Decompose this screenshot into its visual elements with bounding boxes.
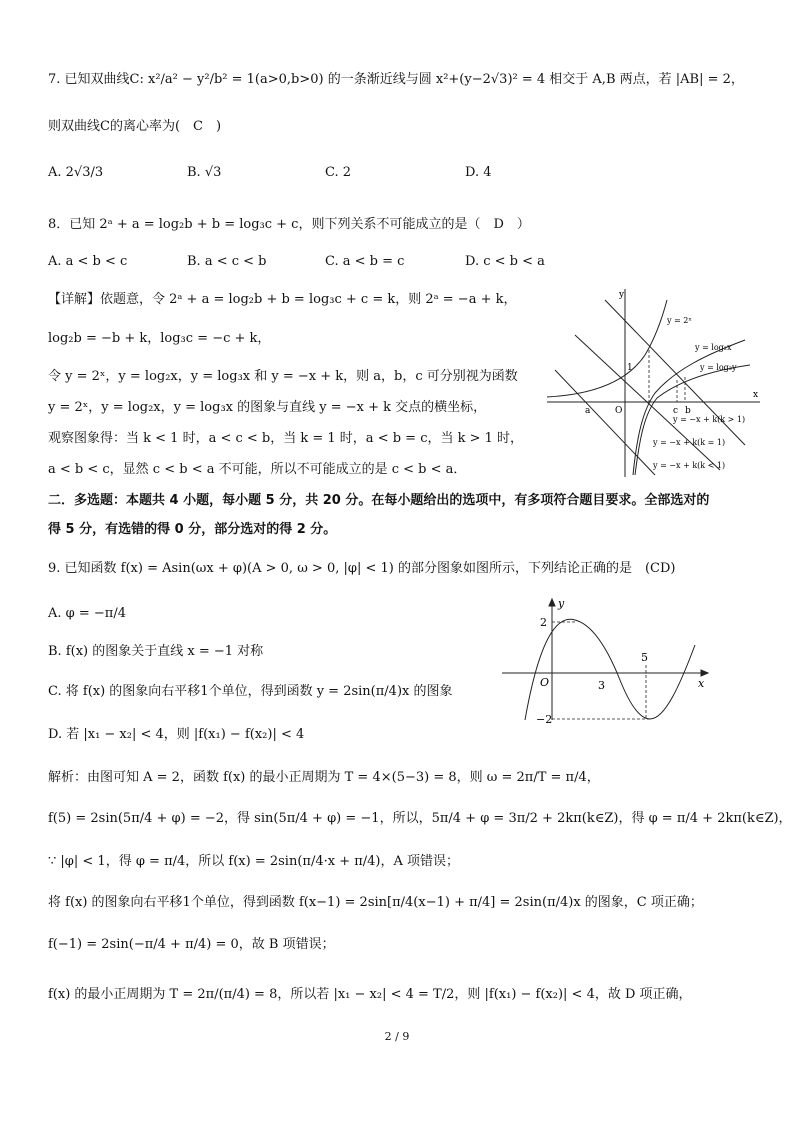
page-number: 2 / 9: [384, 1030, 410, 1043]
q9-graph-tick-3: 3: [598, 679, 605, 692]
q9-graph-y-axis-label: y: [558, 597, 565, 610]
q9-graph-tick-neg2: −2: [536, 713, 553, 725]
q8-option-d: D. c < b < a: [465, 254, 545, 269]
q8-graph-label-k-lt: y = −x + k(k < 1): [653, 461, 726, 470]
q7-stem-cont: 则双曲线C的离心率为( C ): [48, 119, 222, 134]
q8-graph-x-axis-label: x: [753, 390, 759, 400]
q8-graph-label-k-eq: y = −x + k(k = 1): [653, 438, 726, 447]
q8-graph-label-log3: y = log₃y: [700, 363, 737, 372]
q9-option-a: A. φ = −π/4: [48, 606, 126, 621]
q8-option-b: B. a < c < b: [187, 254, 267, 269]
q8-detail-4: y = 2ˣ，y = log₂x，y = log₃x 的图象与直线 y = −x + k 交点的横坐标，: [48, 400, 487, 415]
q8-graph-origin: O: [615, 406, 623, 416]
q8-graph-one: 1: [627, 363, 633, 373]
q9-stem: 9. 已知函数 f(x) = Asin(ωx + φ)(A > 0, ω > 0, |φ| < 1) 的部分图象如图所示，下列结论正确的是 (CD): [48, 561, 676, 576]
q8-option-c: C. a < b = c: [325, 254, 405, 269]
q9-graph-tick-5: 5: [641, 651, 648, 664]
q8-detail-3: 令 y = 2ˣ，y = log₂x，y = log₃x 和 y = −x + k，则 a，b，c 可分别视为函数: [48, 369, 518, 384]
q9-solution-3: ∵ |φ| < 1，得 φ = π/4，所以 f(x) = 2sin(π/4·x + π/4)，A 项错误；: [48, 854, 460, 869]
q9-option-b: B. f(x) 的图象关于直线 x = −1 对称: [48, 644, 264, 659]
q9-sine-graph: [500, 595, 715, 725]
section2-heading-line1: 二．多选题：本题共 4 小题，每小题 5 分，共 20 分。在每小题给出的选项中，有多项符合题目要求。全部选对的: [48, 493, 710, 508]
q9-graph-x-axis-label: x: [698, 677, 705, 690]
q7-stem: 7. 已知双曲线C: x²/a² − y²/b² = 1(a>0,b>0) 的一条渐近线与圆 x²+(y−2√3)² = 4 相交于 A,B 两点，若 |AB| = 2，: [48, 72, 744, 87]
q9-solution-6: f(x) 的最小正周期为 T = 2π/(π/4) = 8，所以若 |x₁ − x₂| < 4 = T/2，则 |f(x₁) − f(x₂)| < 4，故 D 项正确，: [48, 987, 692, 1002]
q9-graph-tick-2: 2: [540, 616, 547, 629]
q7-option-d: D. 4: [465, 165, 492, 180]
q8-graph-label-exp: y = 2ˣ: [667, 316, 692, 325]
q8-graph-label-log2: y = log₂x: [695, 343, 732, 352]
q8-detail-2: log₂b = −b + k，log₃c = −c + k，: [48, 331, 271, 346]
q9-option-c: C. 将 f(x) 的图象向右平移1个单位，得到函数 y = 2sin(π/4)x 的图象: [48, 684, 453, 699]
q8-graph-point-a: a: [585, 406, 591, 416]
q7-option-c: C. 2: [325, 165, 352, 180]
q8-option-a: A. a < b < c: [48, 254, 128, 269]
q9-solution-2: f(5) = 2sin(5π/4 + φ) = −2，得 sin(5π/4 + φ) = −1，所以，5π/4 + φ = 3π/2 + 2kπ(k∈Z)，得 φ = π/4 + 2kπ(k∈Z)，: [48, 811, 792, 826]
q9-solution-4: 将 f(x) 的图象向右平移1个单位，得到函数 f(x−1) = 2sin[π/4(x−1) + π/4] = 2sin(π/4)x 的图象，C 项正确；: [48, 895, 703, 910]
q9-solution-5: f(−1) = 2sin(−π/4 + π/4) = 0，故 B 项错误；: [48, 937, 335, 952]
q7-option-b: B. √3: [187, 165, 222, 180]
q8-detail-5: 观察图象得：当 k < 1 时，a < c < b，当 k = 1 时，a < b = c，当 k > 1 时，: [48, 431, 524, 446]
section2-heading-line2: 得 5 分，有选错的得 0 分，部分选对的得 2 分。: [48, 522, 337, 537]
q8-detail-6: a < b < c，显然 c < b < a 不可能，所以不可能成立的是 c < b < a．: [48, 462, 467, 477]
q8-stem: 8．已知 2ᵃ + a = log₂b + b = log₃c + c，则下列关系不可能成立的是（ D ）: [48, 217, 530, 232]
q8-graph-point-b: b: [685, 406, 691, 416]
q7-option-a: A. 2√3/3: [48, 165, 104, 180]
q9-solution-1: 解析：由图可知 A = 2，函数 f(x) 的最小正周期为 T = 4×(5−3) = 8，则 ω = 2π/T = π/4，: [48, 770, 600, 785]
q8-graph-label-k-gt: y = −x + k(k > 1): [673, 415, 746, 424]
q9-graph-origin: O: [540, 676, 550, 689]
q8-detail-1: 【详解】依题意，令 2ᵃ + a = log₂b + b = log₃c + c = k，则 2ᵃ = −a + k，: [48, 292, 517, 307]
q9-option-d: D. 若 |x₁ − x₂| < 4，则 |f(x₁) − f(x₂)| < 4: [48, 727, 305, 742]
q8-graph-point-c: c: [673, 406, 679, 416]
q9-sine-curve: [525, 619, 695, 720]
q8-function-graph: [545, 285, 765, 480]
q8-graph-y-axis-label: y: [619, 290, 625, 300]
